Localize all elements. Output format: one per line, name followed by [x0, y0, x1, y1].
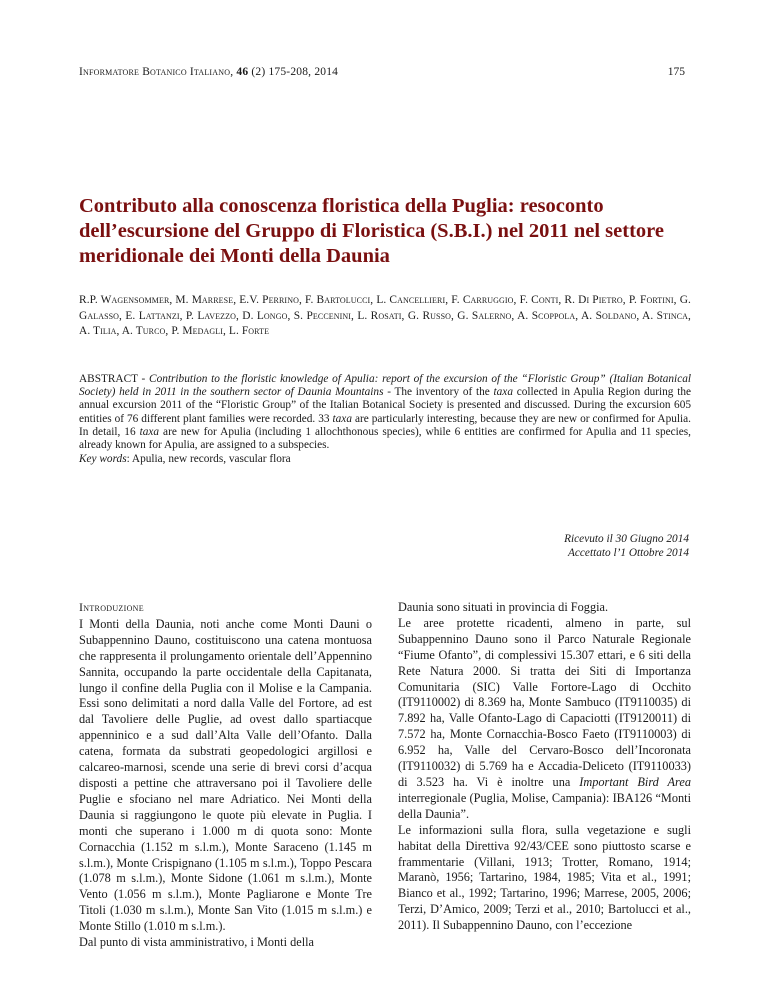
iba-term: Important Bird Area — [579, 774, 691, 789]
article-title: Contributo alla conoscenza floristica della Puglia: resoconto dell’escursione del Gruppo di Floristica (S.B.I.) nel 2011 nel settore meridionale dei Monti della Daunia — [79, 195, 664, 267]
abstract-taxa-term: taxa — [332, 412, 352, 425]
body-column-right — [398, 600, 691, 934]
section-heading-introduzione: Introduzione — [79, 600, 144, 614]
abstract-text: are new for Apulia (including 1 allochthonous species), while 6 entities are confirmed for Apulia and 11 species, already known for Apulia, are assigned to a subspecies. — [79, 425, 691, 452]
submission-dates — [564, 533, 689, 560]
running-head — [79, 66, 338, 78]
abstract — [79, 373, 691, 452]
abstract-taxa-term: taxa — [139, 425, 160, 438]
body-paragraph — [398, 616, 691, 823]
body-paragraph: Le informazioni sulla flora, sulla vegetazione e sugli habitat della Direttiva 92/43/CEE sono piuttosto scarse e frammentarie (Villani, 1913; Trotter, Romano, 1914; Maranò, 1956; Tartarino, 1984, 1985; Vita et al., 1991; Bianco et al., 1992; Tartarino, 1996; Marrese, 2005, 2006; Terzi, D’Amico, 2009; Terzi et al., 2010; Bartolucci et al., 2011). Il Subappennino Dauno, con l’eccezione — [398, 822, 691, 933]
volume-number: 46 — [236, 66, 249, 78]
received-date: Ricevuto il 30 Giugno 2014 — [564, 533, 689, 545]
journal-name: Informatore Botanico Italiano, — [79, 66, 237, 78]
abstract-taxa-term: taxa — [493, 386, 513, 399]
body-column-left — [79, 600, 372, 951]
keywords — [79, 453, 691, 465]
body-text: interregionale (Puglia, Molise, Campania): IBA126 “Monti della Daunia”. — [398, 790, 691, 821]
body-paragraph: Daunia sono situati in provincia di Foggia. — [398, 600, 609, 614]
body-paragraph: Dal punto di vista amministrativo, i Monti della — [79, 935, 314, 950]
page-number: 175 — [667, 66, 685, 78]
keywords-label: Key words — [79, 453, 127, 465]
abstract-text: - The inventory of the — [383, 386, 494, 399]
abstract-label: ABSTRACT - — [79, 373, 150, 385]
abstract-text: are particularly interesting, because they are new or confirmed for Apulia. In detail, 16 — [79, 412, 692, 438]
author-list: R.P. Wagensommer, M. Marrese, E.V. Perrino, F. Bartolucci, L. Cancellieri, F. Carruggio, F. Conti, R. Di Pietro, P. Fortini, G. Galasso, E. Lattanzi, P. Lavezzo, D. Longo, S. Peccenini, L. Rosati, G. Russo, G. Salerno, A. Scoppola, A. Soldano, A. Stinca, A. Tilia, A. Turco, P. Medagli, L. Forte — [79, 294, 691, 337]
body-text: Le aree protette ricadenti, almeno in parte, sul Subappennino Dauno sono il Parco Naturale Regionale “Fiume Ofanto”, di complessivi 15.307 ettari, e 6 siti della Rete Natura 2000. Si tratta dei Siti di Importanza Comunitaria (SIC) Valle Fortore-Lago di Occhito (IT9110002) di 8.369 ha, Monte Sambuco (IT9110035) di 7.892 ha, Valle Ofanto-Lago di Capaciotti (IT9120011) di 7.572 ha, Monte Cornacchia-Bosco Faeto (IT9110003) di 6.952 ha, Valle del Cervaro-Bosco dell’Incoronata (IT9110032) di 5.769 ha e Accadia-Deliceto (IT9110033) di 3.523 ha. Vi è inoltre una — [398, 615, 691, 789]
body-paragraph: I Monti della Daunia, noti anche come Monti Dauni o Subappennino Dauno, costituiscono una catena montuosa che rappresenta il prolungamento orientale dell’Appennino Sannita, occupando la parte occidentale della Capitanata, lungo il confine della Puglia con il Molise e la Campania. Essi sono delimitati a nord dalla Valle del Fortore, ad est dal Tavoliere delle Puglie, ad ovest dallo spartiacque appenninico e a sud dall’Alta Valle dell’Ofanto. Dalla catena, formata da substrati geopedologici argillosi e calcareo-marnosi, scende una serie di brevi corsi d’acqua disposti a pettine che attraversano poi il Tavoliere delle Puglie e sfociano nel mare Adriatico. Nei Monti della Daunia si raggiungono le quote più elevate in Puglia. I monti che superano i 1.000 m di quota sono: Monte Cornacchia (1.152 m s.l.m.), Monte Saraceno (1.145 m s.l.m.), Monte Crispignano (1.105 m s.l.m.), Toppo Pescara (1.078 m s.l.m.), Monte Sidone (1.061 m s.l.m.), Monte Vento (1.056 m s.l.m.), Monte Pagliarone e Monte Tre Titoli (1.030 m s.l.m.), Monte San Vito (1.015 m s.l.m.) e Monte Stillo (1.010 m s.l.m.). — [79, 616, 372, 934]
accepted-date: Accettato l’1 Ottobre 2014 — [568, 546, 689, 559]
abstract-text: collected in Apulia Region during the annual excursion 2011 of the “Floristic Group” of the Italian Botanical Society is presented and discussed. During the excursion 605 entities of 76 different plant families were recorded. 33 — [79, 386, 691, 425]
issue-pages: (2) 175-208, 2014 — [248, 66, 339, 78]
keywords-text: : Apulia, new records, vascular flora — [126, 453, 291, 465]
abstract-english-title: Contribution to the floristic knowledge of Apulia: report of the excursion of the “Floristic Group” (Italian Botanical Society) held in 2011 in the southern sector of Daunia Mountains — [79, 373, 691, 399]
